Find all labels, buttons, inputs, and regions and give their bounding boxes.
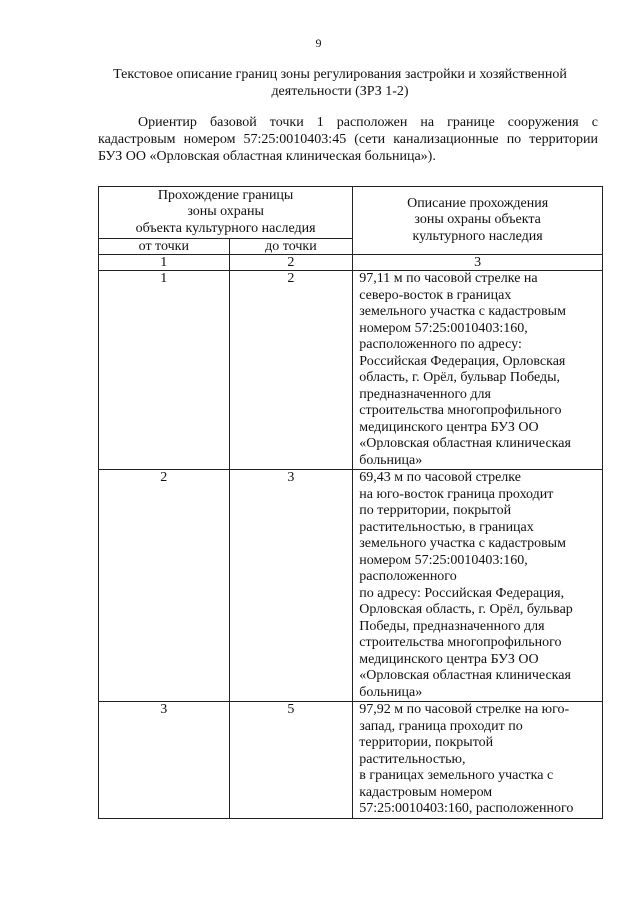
header-line: зоны охраны <box>187 204 264 220</box>
from-point-cell: 2 <box>99 470 230 702</box>
header-line: Прохождение границы <box>157 187 294 203</box>
description-line: растительностью, в границах <box>359 519 534 535</box>
description-line: медицинского центра БУЗ ОО <box>359 651 539 667</box>
column-number: 2 <box>229 255 353 271</box>
column-number-row <box>99 255 603 271</box>
description-line: строительства многопрофильного <box>359 403 562 418</box>
description-cell <box>353 271 603 470</box>
column-number: 3 <box>353 255 603 271</box>
description-line: 57:25:0010403:160, расположенного <box>359 801 574 816</box>
from-point-cell: 1 <box>99 271 230 470</box>
description-line: предназначенного для <box>359 386 491 402</box>
description-line: по территории, покрытой <box>359 503 512 518</box>
description-line: 69,43 м по часовой стрелке <box>359 470 521 485</box>
to-point-cell: 2 <box>229 271 353 470</box>
description-line: область, г. Орёл, бульвар Победы, <box>359 370 561 385</box>
table-row <box>99 702 603 819</box>
document-title <box>90 66 590 100</box>
description-line: земельного участка с кадастровым <box>359 304 566 319</box>
description-line: запад, граница проходит по <box>359 718 523 734</box>
column-number: 1 <box>99 255 230 271</box>
table-header-row <box>99 187 603 239</box>
from-point-header: от точки <box>99 239 230 255</box>
description-line: Победы, предназначенного для <box>359 618 545 634</box>
table-row <box>99 470 603 702</box>
description-line: расположенного <box>359 569 457 584</box>
title-line-1: Текстовое описание границ зоны регулирования застройки и хозяйственной <box>113 67 567 82</box>
description-line: на юго-восток граница проходит <box>359 486 554 502</box>
boundary-header-cell <box>99 187 353 239</box>
header-line: зоны охраны объекта <box>414 212 541 228</box>
description-line: северо-восток в границах <box>359 287 512 303</box>
header-line: культурного наследия <box>412 228 543 244</box>
page-number: 9 <box>315 36 322 50</box>
description-line: расположенного по адресу: <box>359 337 522 352</box>
description-line: «Орловская областная клиническая <box>359 668 571 683</box>
description-line: 97,11 м по часовой стрелке на <box>359 271 538 286</box>
header-line: Описание прохождения <box>407 195 549 211</box>
description-line: строительства многопрофильного <box>359 635 562 650</box>
to-point-cell: 5 <box>229 702 353 819</box>
description-line: кадастровым номером <box>359 784 493 800</box>
boundary-table <box>98 186 603 819</box>
description-line: больница» <box>359 684 423 700</box>
description-line: 97,92 м по часовой стрелке на юго- <box>359 702 570 717</box>
description-line: территории, покрытой <box>359 735 494 750</box>
description-line: растительностью, <box>359 751 466 767</box>
from-point-cell: 3 <box>99 702 230 819</box>
description-cell <box>353 702 603 819</box>
description-line: по адресу: Российская Федерация, <box>359 585 565 601</box>
header-line: объекта культурного наследия <box>135 220 316 236</box>
description-line: медицинского центра БУЗ ОО <box>359 419 539 435</box>
to-point-header: до точки <box>229 239 353 255</box>
description-line: в границах земельного участка с <box>359 768 554 783</box>
description-line: Российская Федерация, Орловская <box>359 353 566 369</box>
title-line-2: деятельности (ЗРЗ 1-2) <box>271 84 409 99</box>
description-header-cell <box>353 187 603 255</box>
description-cell <box>353 470 603 702</box>
description-line: «Орловская областная клиническая <box>359 436 571 451</box>
description-line: Орловская область, г. Орёл, бульвар <box>359 602 573 617</box>
description-line: номером 57:25:0010403:160, <box>359 552 528 568</box>
table-row <box>99 271 603 470</box>
description-line: номером 57:25:0010403:160, <box>359 320 528 336</box>
to-point-cell: 3 <box>229 470 353 702</box>
description-line: земельного участка с кадастровым <box>359 536 566 551</box>
description-line: больница» <box>359 452 423 468</box>
intro-paragraph: Ориентир базовой точки 1 расположен на границе сооружения с кадастровым номером 57:25:0010403:45 (сети канализационные по территории БУЗ ОО «Орловская областная клиническая больница»). <box>98 115 598 164</box>
